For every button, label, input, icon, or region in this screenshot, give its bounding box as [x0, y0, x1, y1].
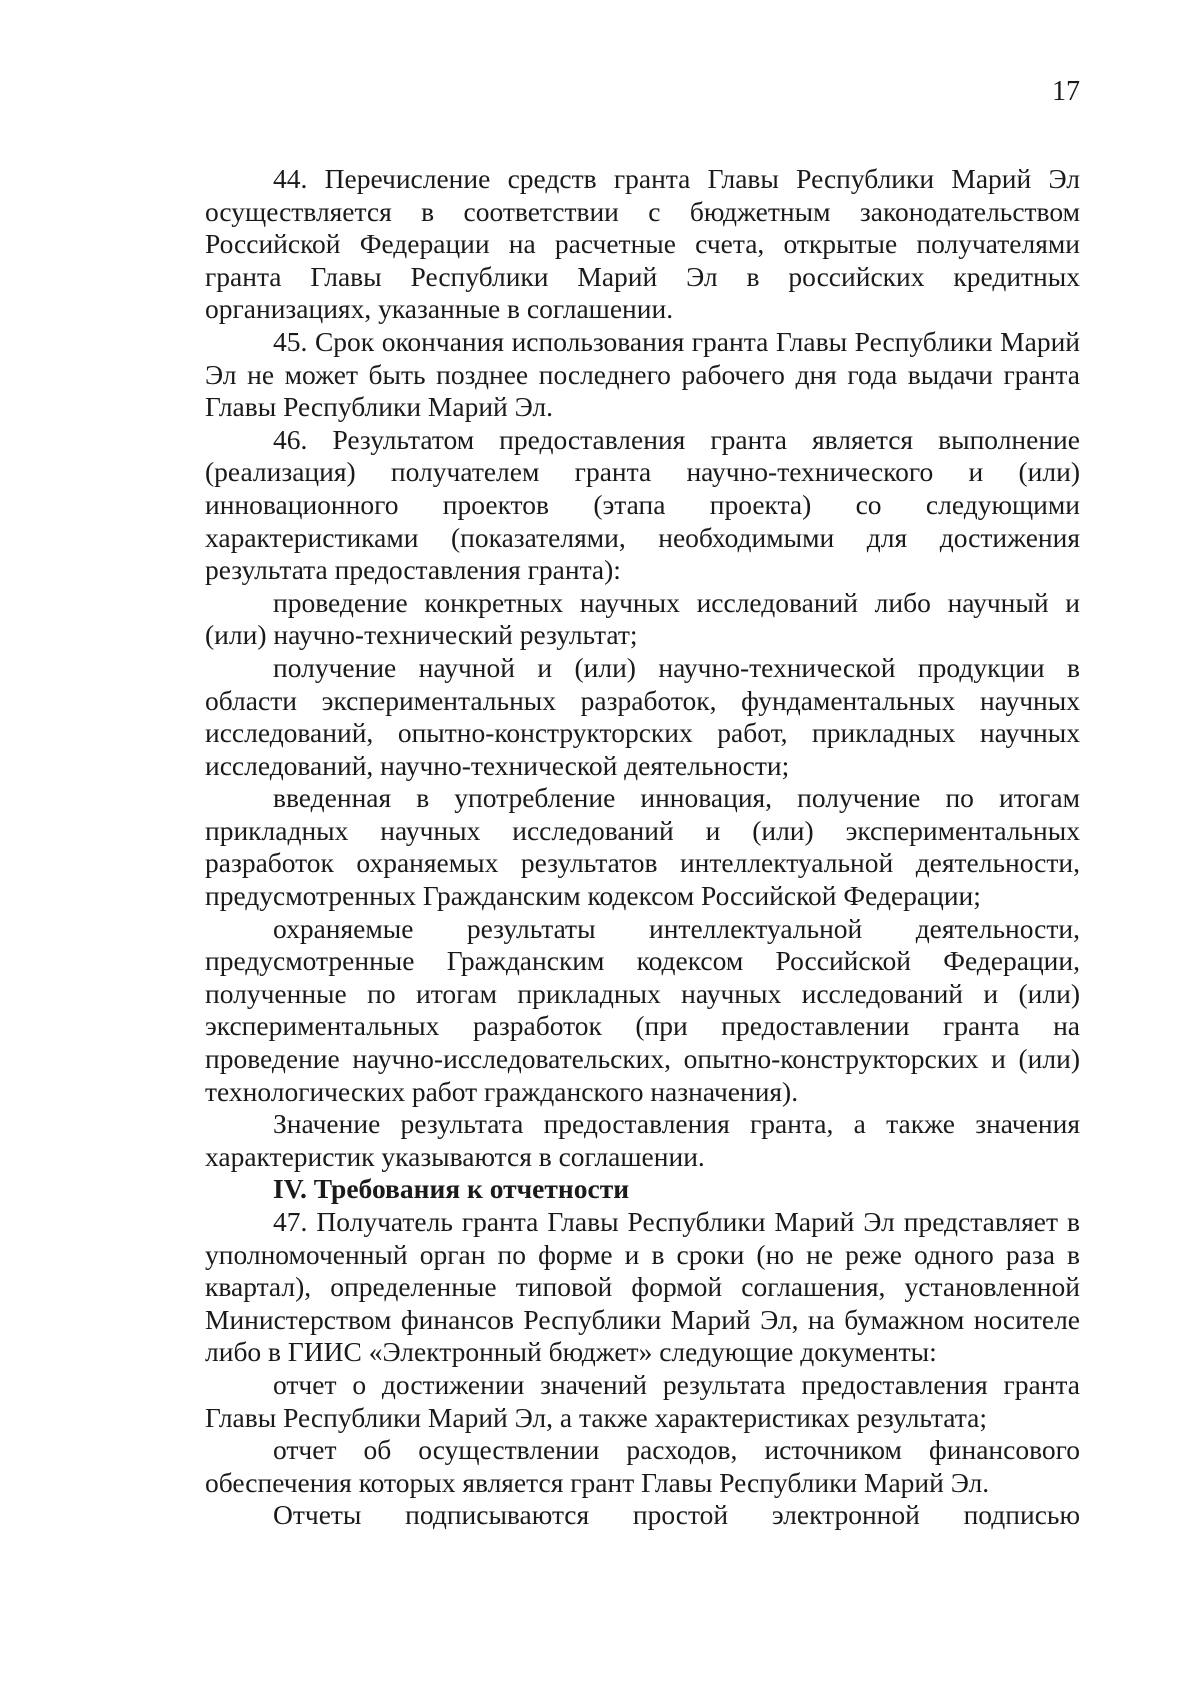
page-number: 17 — [1052, 76, 1080, 107]
paragraph-44: 44. Перечисление средств гранта Главы Республики Марий Эл осуществляется в соответствии с бюджетным законодательством Российской Федерации на расчетные счета, открытые получателями гранта Главы Республики Марий Эл в российских кредитных организациях, указанные в соглашении. — [205, 163, 1080, 325]
reports-signature-paragraph: Отчеты подписываются простой электронной подписью — [273, 1499, 1080, 1531]
report-item-results: отчет о достижении значений результата предоставления гранта Главы Республики Марий Эл, а также характеристиках результата; — [205, 1368, 1080, 1433]
paragraph-47: 47. Получатель гранта Главы Республики Марий Эл представляет в уполномоченный орган по форме и в сроки (но не реже одного раза в квартал), определенные типовой формой соглашения, установленной Министерством финансов Республики Марий Эл, на бумажном носителе либо в ГИИС «Электронный бюджет» следующие документы: — [205, 1206, 1080, 1368]
paragraph-45: 45. Срок окончания использования гранта Главы Республики Марий Эл не может быть позднее последнего рабочего дня года выдачи гранта Главы Республики Марий Эл. — [205, 325, 1080, 423]
result-item-innovation: введенная в употребление инновация, получение по итогам прикладных научных исследований и (или) экспериментальных разработок охраняемых результатов интеллектуальной деятельности, предусмотренных Гражданским кодексом Российской Федерации; — [205, 782, 1080, 912]
document-body — [205, 163, 1080, 1532]
paragraph-46: 46. Результатом предоставления гранта является выполнение (реализация) получателем гранта научно-технического и (или) инновационного проектов (этапа проекта) со следующими характеристиками (показателями, необходимыми для достижения результата предоставления гранта): — [205, 423, 1080, 586]
result-item-research: проведение конкретных научных исследований либо научный и (или) научно-технический результат; — [205, 586, 1080, 651]
result-item-products: получение научной и (или) научно-технической продукции в области экспериментальных разработок, фундаментальных научных исследований, опытно-конструкторских работ, прикладных научных исследований, научно-технической деятельности; — [205, 651, 1080, 781]
result-item-intellectual-property: охраняемые результаты интеллектуальной деятельности, предусмотренные Гражданским кодексом Российской Федерации, полученные по итогам прикладных научных исследований и (или) экспериментальных разработок (при предоставлении гранта на проведение научно-исследовательских, опытно-конструкторских и (или) технологических работ гражданского назначения). — [205, 912, 1080, 1107]
result-values-paragraph: Значение результата предоставления гранта, а также значения характеристик указываются в соглашении. — [205, 1108, 1080, 1172]
section-heading: IV. Требования к отчетности — [273, 1173, 630, 1205]
report-item-expenses: отчет об осуществлении расходов, источником финансового обеспечения которых является грант Главы Республики Марий Эл. — [205, 1434, 1080, 1498]
